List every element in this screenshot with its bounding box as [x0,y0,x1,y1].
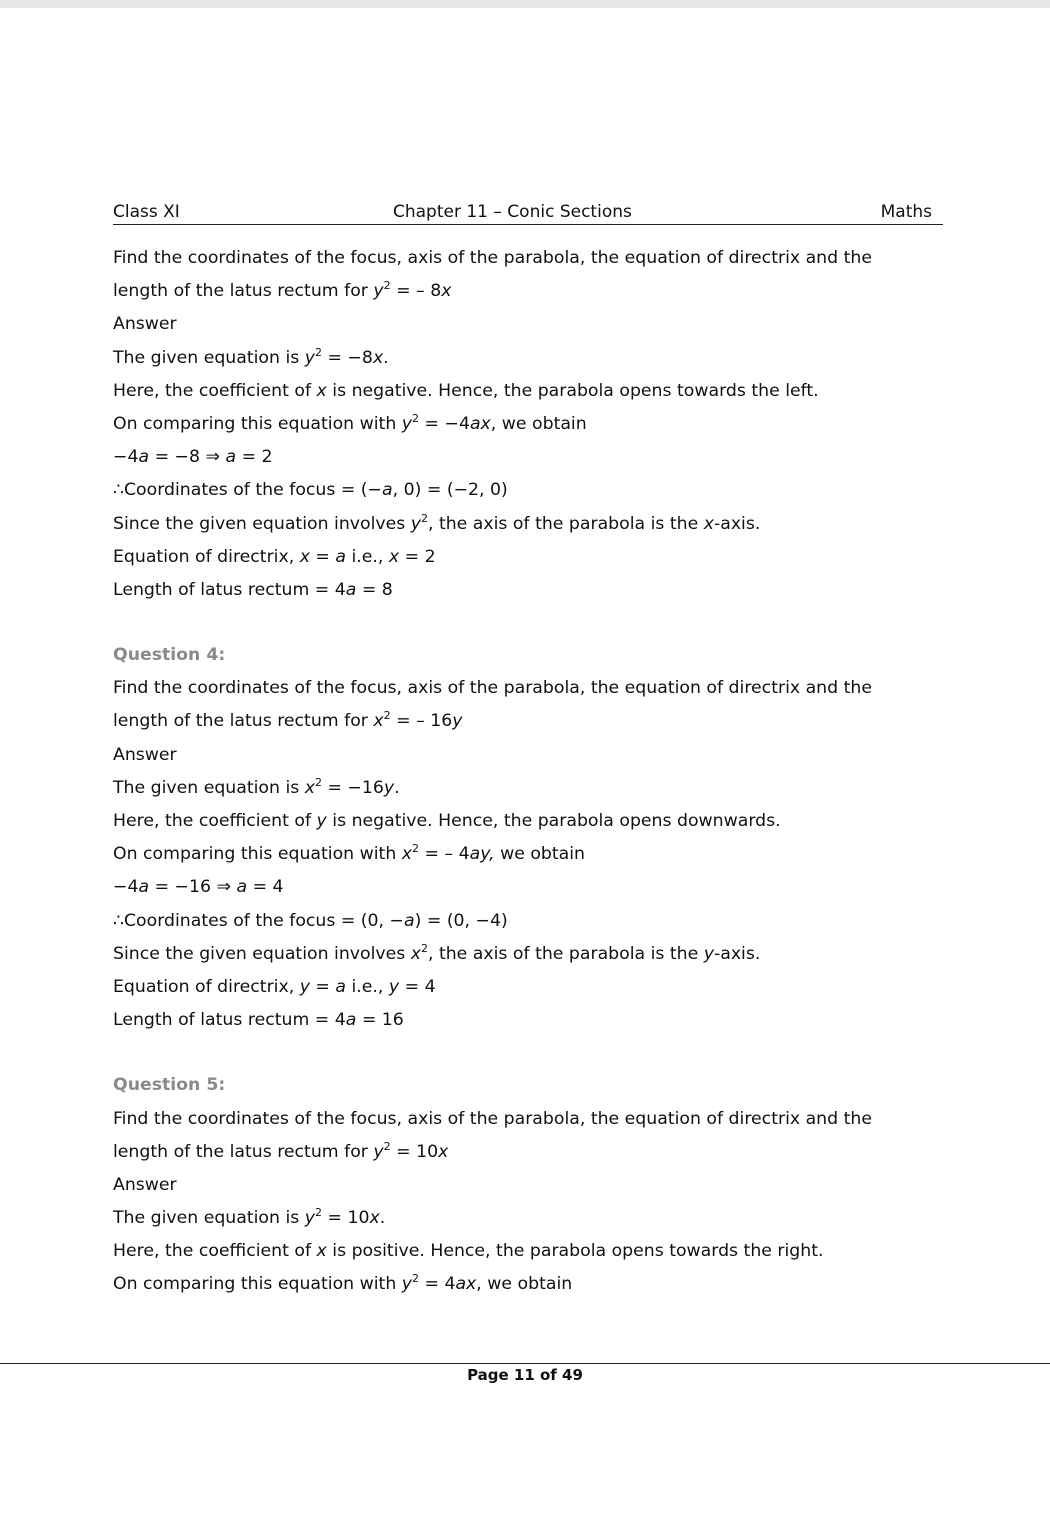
q4-focus: ∴Coordinates of the focus = (0, −a) = (0, −4) [113,910,508,931]
q4-compare: On comparing this equation with $x^2$ = – 4ay, we obtain [113,842,585,865]
q3-prompt-line-2: length of the latus rectum for $y^2$ = – 8x [113,279,452,302]
q4-answer-label: Answer [113,744,177,765]
page-number: Page 11 of 49 [467,1366,583,1384]
q4-heading: Question 4: [113,645,226,666]
footer-rule [0,1363,1050,1364]
top-edge-strip [0,0,1050,8]
page-content [113,242,943,1302]
q3-prompt-line-1: Find the coordinates of the focus, axis of the parabola, the equation of directrix and the [113,248,872,268]
page-header [113,200,943,225]
q5-prompt-line-2: length of the latus rectum for $y^2 = 10x$ [113,1139,449,1162]
header-subject: Maths [880,202,932,222]
q4-directrix: Equation of directrix, y = a i.e., y = 4 [113,976,436,997]
q5-compare: On comparing this equation with $y^2 = 4ax$, we obtain [113,1272,573,1295]
header-chapter: Chapter 11 – Conic Sections [393,202,632,222]
q3-given: The given equation is $y^2 = -8x$. [113,345,389,368]
q3-latus-rectum: Length of latus rectum = 4a = 8 [113,579,393,600]
q5-answer-label: Answer [113,1174,177,1195]
q3-directrix: Equation of directrix, x = a i.e., x = 2 [113,546,436,567]
q4-calc: −4a = −16 ⇒ a = 4 [113,877,284,898]
q4-given: The given equation is $x^2 = -16y$. [113,775,400,798]
q5-given: The given equation is $y^2 = 10x$. [113,1206,386,1229]
q3-compare: On comparing this equation with $y^2 = -4ax$, we obtain [113,411,587,434]
header-class: Class XI [113,202,180,222]
q5-heading: Question 5: [113,1075,226,1096]
q4-axis: Since the given equation involves $x^2$, the axis of the parabola is the y-axis. [113,941,761,964]
q4-prompt-line-1: Find the coordinates of the focus, axis of the parabola, the equation of directrix and the [113,678,872,699]
q3-calc: −4a = −8 ⇒ a = 2 [113,447,273,468]
q4-coefficient: Here, the coefficient of y is negative. Hence, the parabola opens downwards. [113,811,781,831]
q5-coefficient: Here, the coefficient of x is positive. Hence, the parabola opens towards the right. [113,1241,824,1262]
q3-coefficient: Here, the coefficient of x is negative. Hence, the parabola opens towards the left. [113,380,819,401]
q3-answer-label: Answer [113,314,177,335]
q4-prompt-line-2: length of the latus rectum for $x^2$ = – 16y [113,709,463,732]
q3-axis: Since the given equation involves $y^2$, the axis of the parabola is the x-axis. [113,511,761,534]
q3-focus: ∴Coordinates of the focus = (−a, 0) = (−2, 0) [113,480,508,501]
q4-latus-rectum: Length of latus rectum = 4a = 16 [113,1010,404,1031]
q5-prompt-line-1: Find the coordinates of the focus, axis of the parabola, the equation of directrix and the [113,1108,872,1129]
